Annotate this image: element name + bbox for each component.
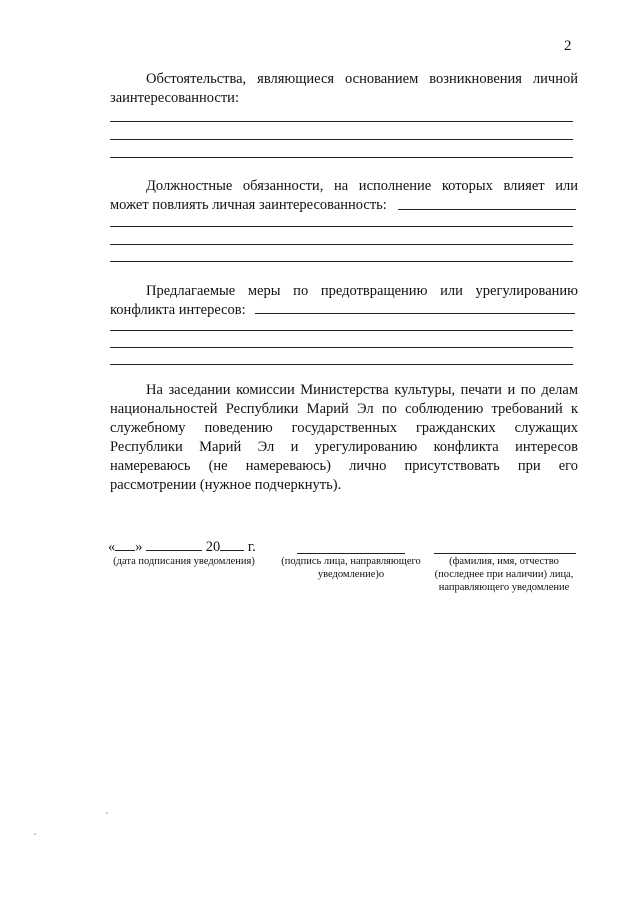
measures-line-2 — [110, 347, 573, 348]
measures-paragraph — [110, 282, 578, 320]
measures-line-3 — [110, 364, 573, 365]
date-close-quote: » — [135, 539, 143, 555]
year-suffix: г. — [247, 539, 256, 555]
date-open-quote: « — [108, 539, 116, 555]
scan-speck — [34, 833, 36, 835]
duties-inline-line — [398, 209, 576, 210]
circumstances-line-3 — [110, 157, 573, 158]
commission-text: На заседании комиссии Министерства культуры, печати и по делам национальностей Республики Марий Эл по соблюдению требований к служебному поведению государственных гражданских служащих Республики Марий Эл и урегулированию конфликта интересов намереваюсь (не намереваюсь) лично присутствовать при его рассмотрении (нужное подчеркнуть). — [110, 382, 578, 493]
signature-caption — [278, 555, 424, 581]
name-caption — [428, 555, 580, 594]
day-blank — [115, 538, 135, 551]
duties-line-2 — [110, 244, 573, 245]
scan-speck — [106, 812, 108, 814]
circumstances-text: Обстоятельства, являющиеся основанием возникновения личной заинтересованности: — [110, 71, 578, 106]
duties-line-3 — [110, 261, 573, 262]
name-line — [434, 553, 576, 554]
measures-text: Предлагаемые меры по предотвращению или урегулированию конфликта интересов: — [110, 283, 578, 318]
signature-caption-line-1: (подпись лица, направляющего — [281, 556, 421, 567]
measures-line-1 — [110, 330, 573, 331]
measures-inline-line — [255, 313, 575, 314]
signature-line — [297, 553, 405, 554]
name-caption-line-1: (фамилия, имя, отчество — [449, 556, 559, 567]
date-field — [108, 538, 256, 556]
circumstances-line-2 — [110, 139, 573, 140]
date-caption: (дата подписания уведомления) — [113, 556, 255, 567]
duties-text: Должностные обязанности, на исполнение которых влияет или может повлиять личная заинтересованность: — [110, 178, 578, 213]
commission-paragraph — [110, 381, 578, 495]
page-number: 2 — [564, 38, 572, 54]
name-caption-line-2: (последнее при наличии) лица, — [434, 569, 574, 580]
duties-line-1 — [110, 226, 573, 227]
month-blank — [146, 538, 202, 551]
name-caption-line-3: направляющего уведомление — [438, 582, 570, 593]
circumstances-paragraph — [110, 70, 578, 108]
year-blank — [220, 538, 244, 551]
circumstances-line-1 — [110, 121, 573, 122]
year-prefix: 20 — [205, 539, 221, 555]
signature-caption-line-2: уведомление)о — [317, 569, 385, 580]
